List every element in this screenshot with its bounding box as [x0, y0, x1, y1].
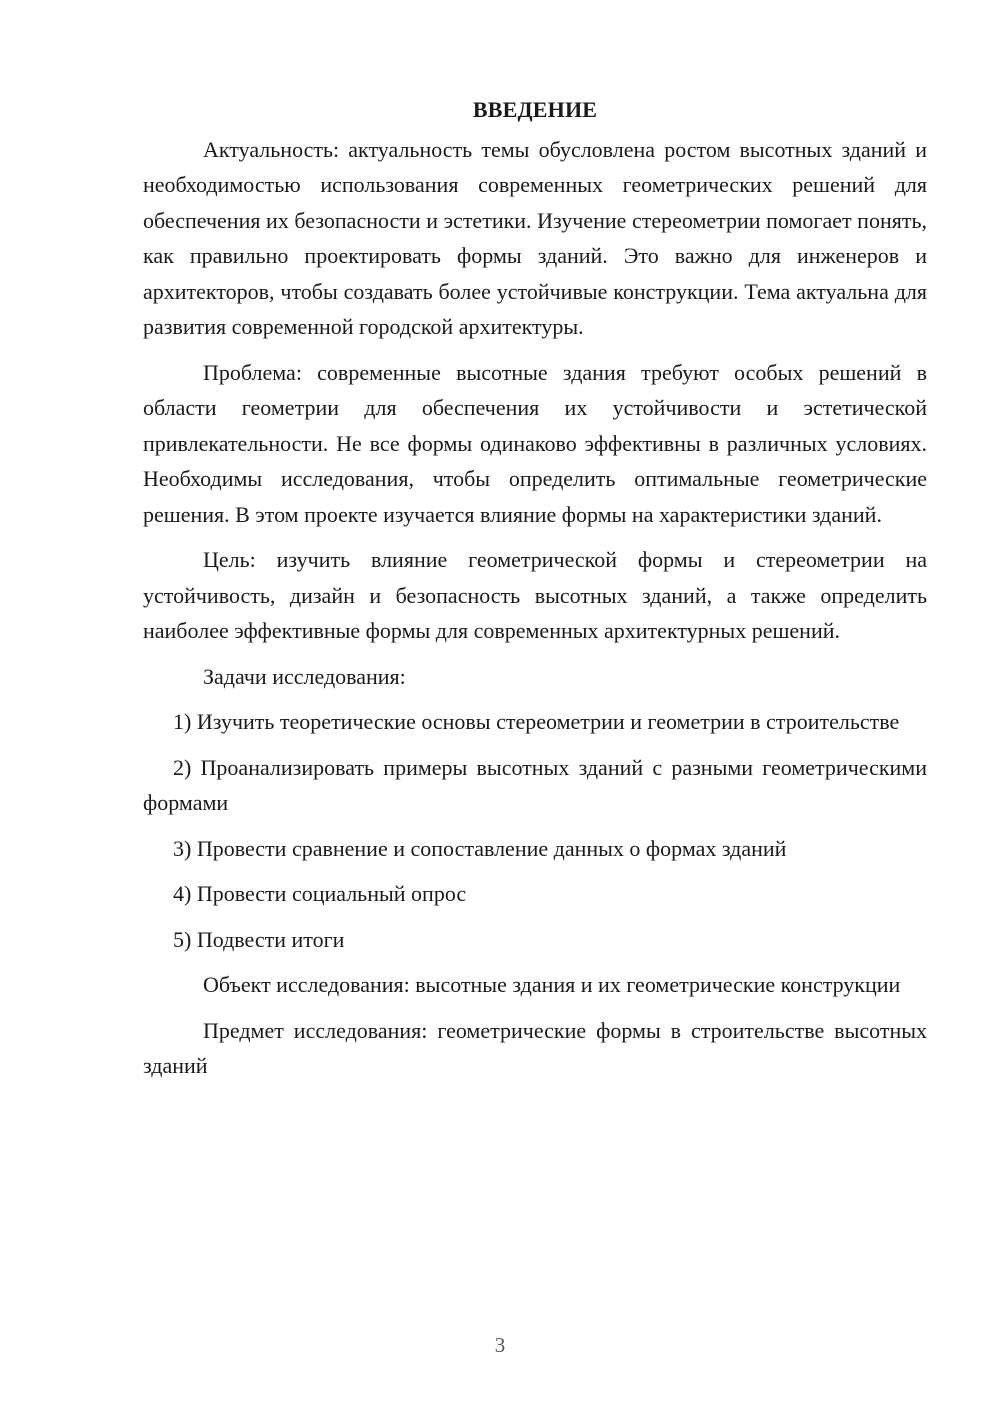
page-content: [143, 92, 927, 1094]
object-paragraph: Объект исследования: высотные здания и их геометрические конструкции: [203, 972, 901, 997]
tasks-heading: Задачи исследования:: [203, 663, 406, 689]
section-title: ВВЕДЕНИЕ: [472, 97, 598, 122]
relevance-paragraph: Актуальность: актуальность темы обусловлена ростом высотных зданий и необходимостью использования современных геометрических решений для обеспечения их безопасности и эстетики. Изучение стереометрии помогает понять, как правильно проектировать формы зданий. Это важно для инженеров и архитекторов, чтобы создавать более устойчивые конструкции. Тема актуальна для развития современной городской архитектуры.: [143, 136, 927, 339]
subject-paragraph: Предмет исследования: геометрические формы в строительстве высотных зданий: [143, 1017, 927, 1078]
task-item-2: 2) Проанализировать примеры высотных зданий с разными геометрическими формами: [143, 754, 927, 815]
task-item-5: 5) Подвести итоги: [173, 926, 345, 952]
problem-paragraph: Проблема: современные высотные здания требуют особых решений в области геометрии для обеспечения их устойчивости и эстетической привлекательности. Не все формы одинаково эффективны в различных условиях. Необходимы исследования, чтобы определить оптимальные геометрические решения. В этом проекте изучается влияние формы на характеристики зданий.: [143, 359, 927, 527]
task-item-3: 3) Провести сравнение и сопоставление данных о формах зданий: [173, 835, 787, 861]
task-item-4: 4) Провести социальный опрос: [173, 881, 467, 906]
page-number: 3: [494, 1333, 506, 1357]
goal-paragraph: Цель: изучить влияние геометрической формы и стереометрии на устойчивость, дизайн и безопасность высотных зданий, а также определить наиболее эффективные формы для современных архитектурных решений.: [143, 547, 927, 643]
task-item-1: 1) Изучить теоретические основы стереометрии и геометрии в строительстве: [173, 709, 900, 734]
